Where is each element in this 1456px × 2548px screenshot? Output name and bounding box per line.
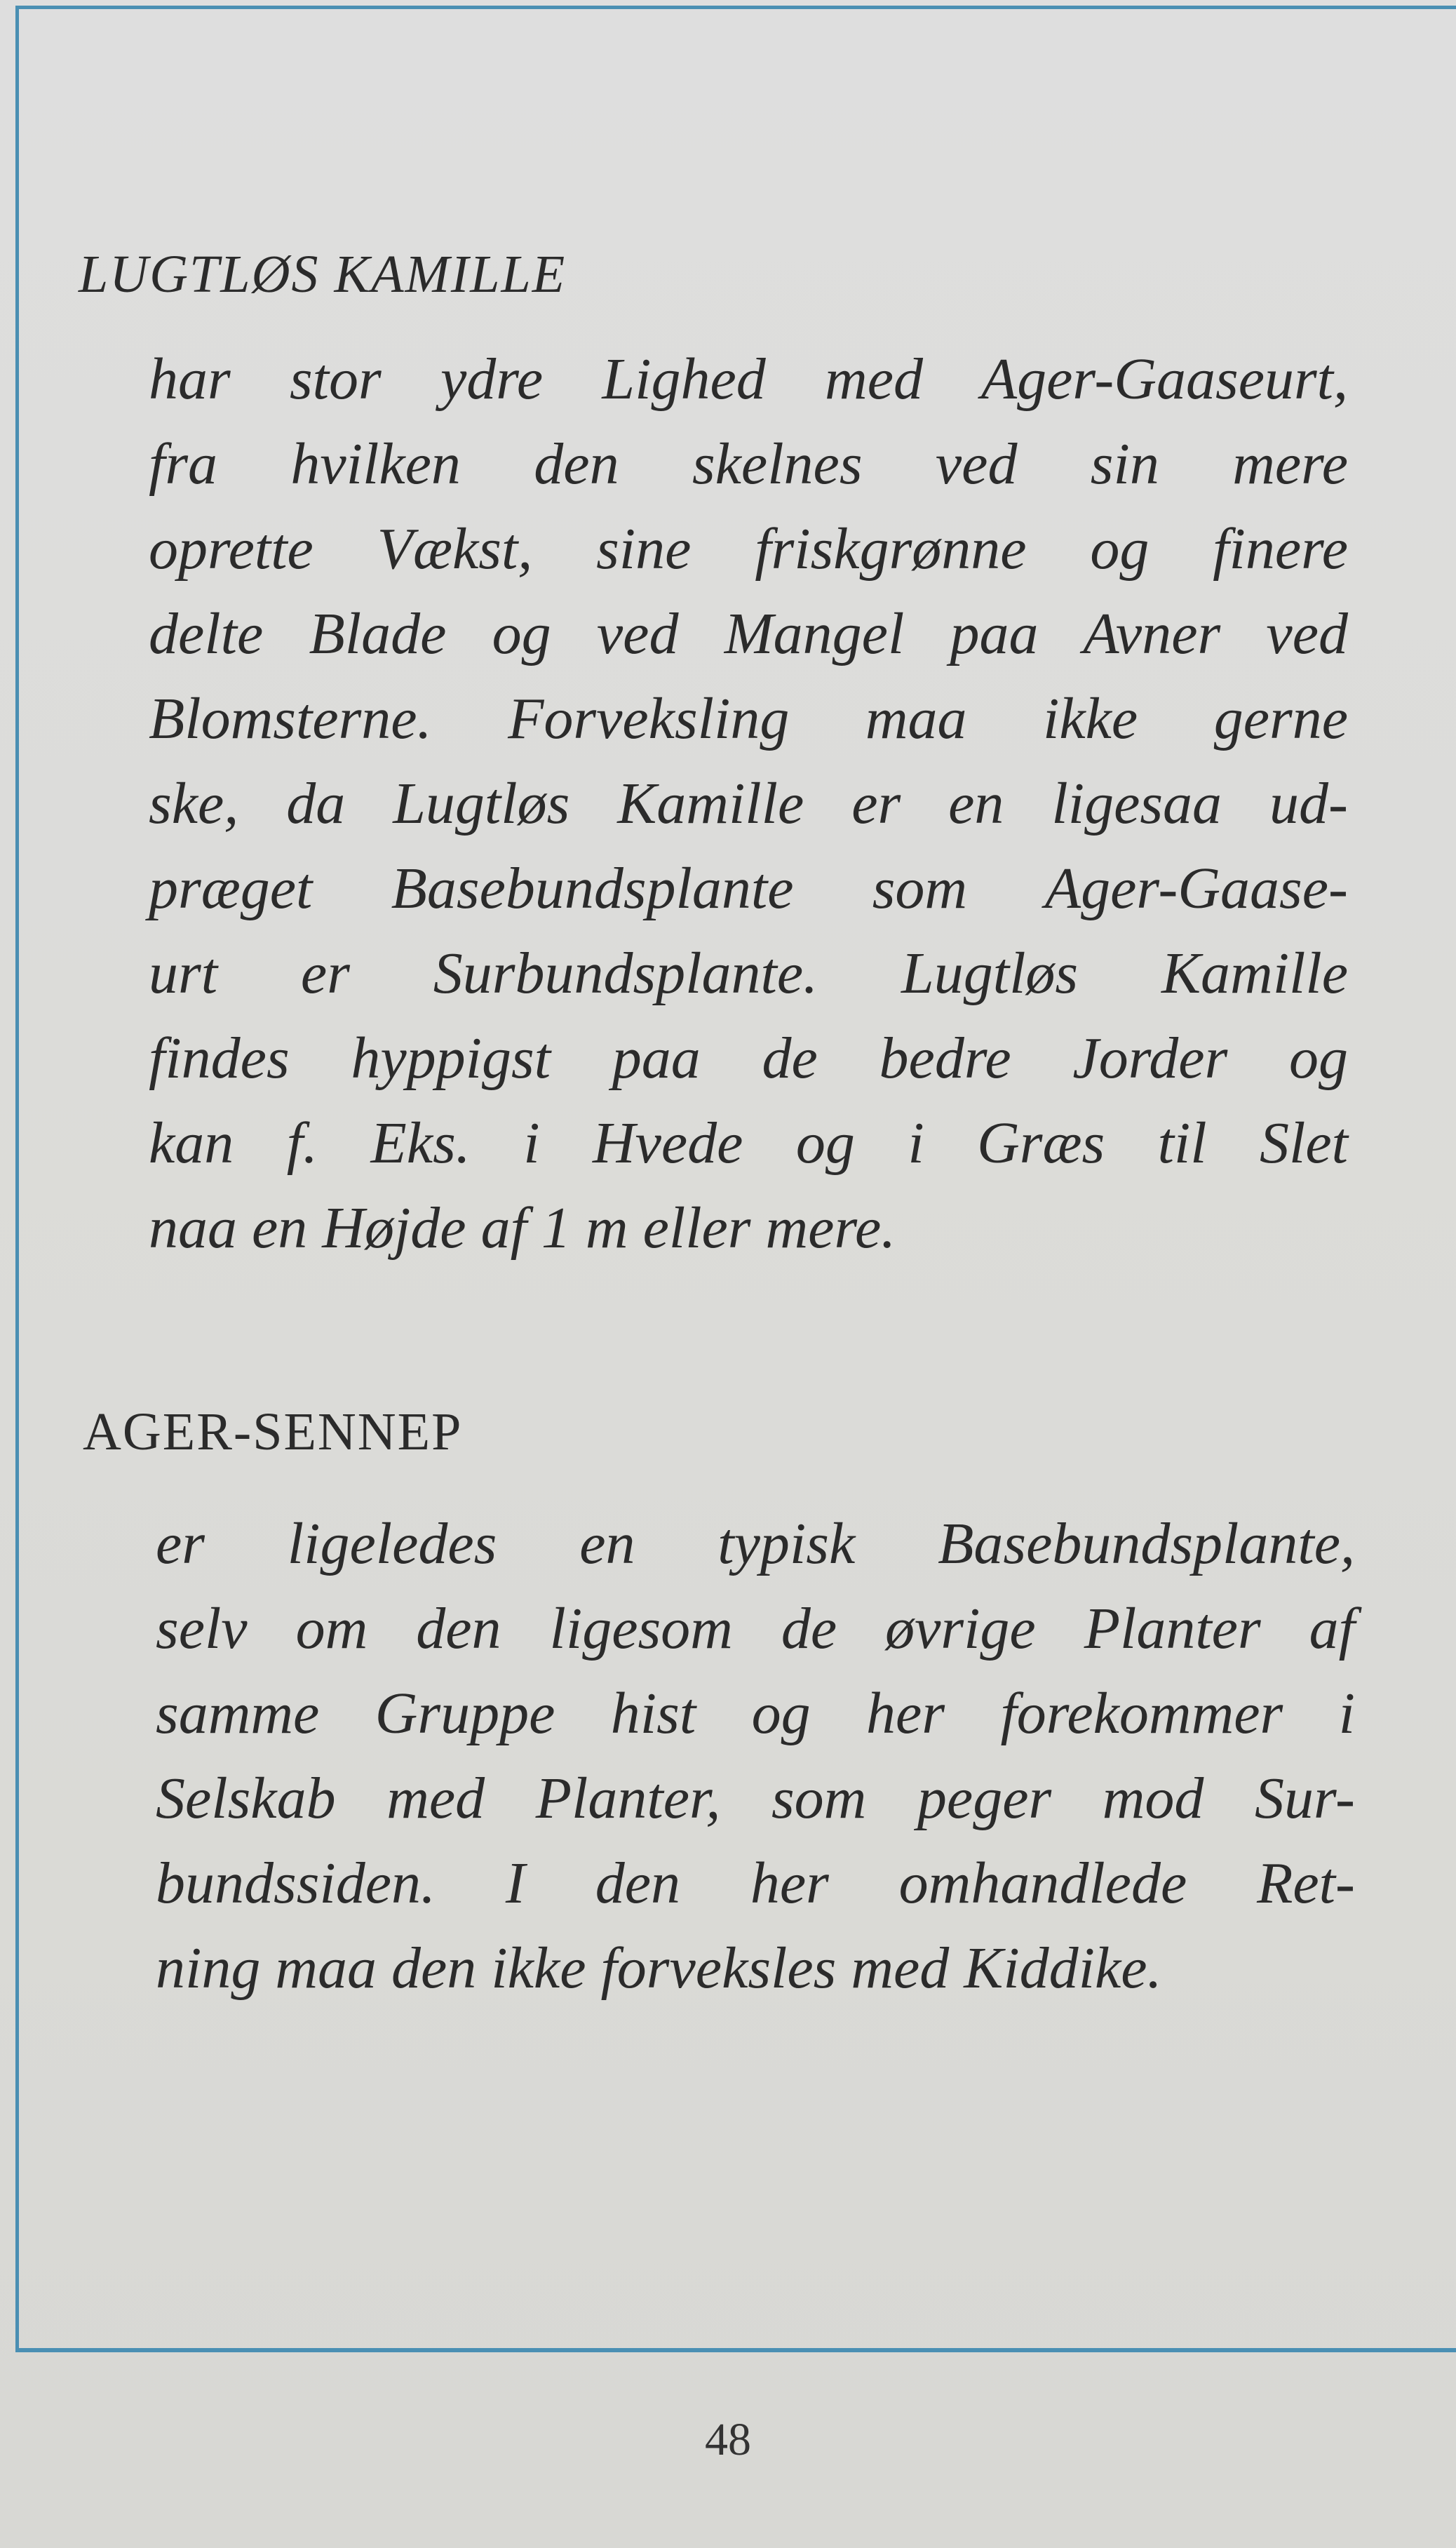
text-line: er ligeledes en typisk Basebundsplante, [156,1511,1355,1576]
text-line: bundssiden. I den her omhandlede Ret- [156,1851,1355,1916]
text-line: naa en Højde af 1 m eller mere. [149,1195,896,1261]
text-line: har stor ydre Lighed med Ager-Gaaseurt, [149,347,1348,412]
text-line: Blomsterne. Forveksling maa ikke gerne [149,686,1348,751]
text-line: ske, da Lugtløs Kamille er en ligesaa ud- [149,771,1348,836]
text-line: oprette Vækst, sine friskgrønne og finere [149,516,1348,582]
section-heading-ager-sennep: AGER-SENNEP [83,1402,463,1461]
text-line: selv om den ligesom de øvrige Planter af [156,1596,1355,1661]
text-line: urt er Surbundsplante. Lugtløs Kamille [149,941,1348,1006]
text-line: delte Blade og ved Mangel paa Avner ved [149,601,1348,666]
section-body-lugtlos-kamille [149,337,1348,1270]
page-number: 48 [705,2414,751,2465]
text-line: samme Gruppe hist og her forekommer i [156,1681,1355,1746]
text-line: fra hvilken den skelnes ved sin mere [149,431,1348,497]
section-body-ager-sennep [156,1501,1355,2011]
text-line: kan f. Eks. i Hvede og i Græs til Slet [149,1111,1348,1176]
text-line: findes hyppigst paa de bedre Jorder og [149,1026,1348,1091]
section-heading-lugtlos-kamille: LUGTLØS KAMILLE [79,245,567,304]
text-line: ning maa den ikke forveksles med Kiddike. [156,1936,1162,2001]
text-line: Selskab med Planter, som peger mod Sur- [156,1766,1355,1831]
text-line: præget Basebundsplante som Ager-Gaase- [149,856,1348,921]
